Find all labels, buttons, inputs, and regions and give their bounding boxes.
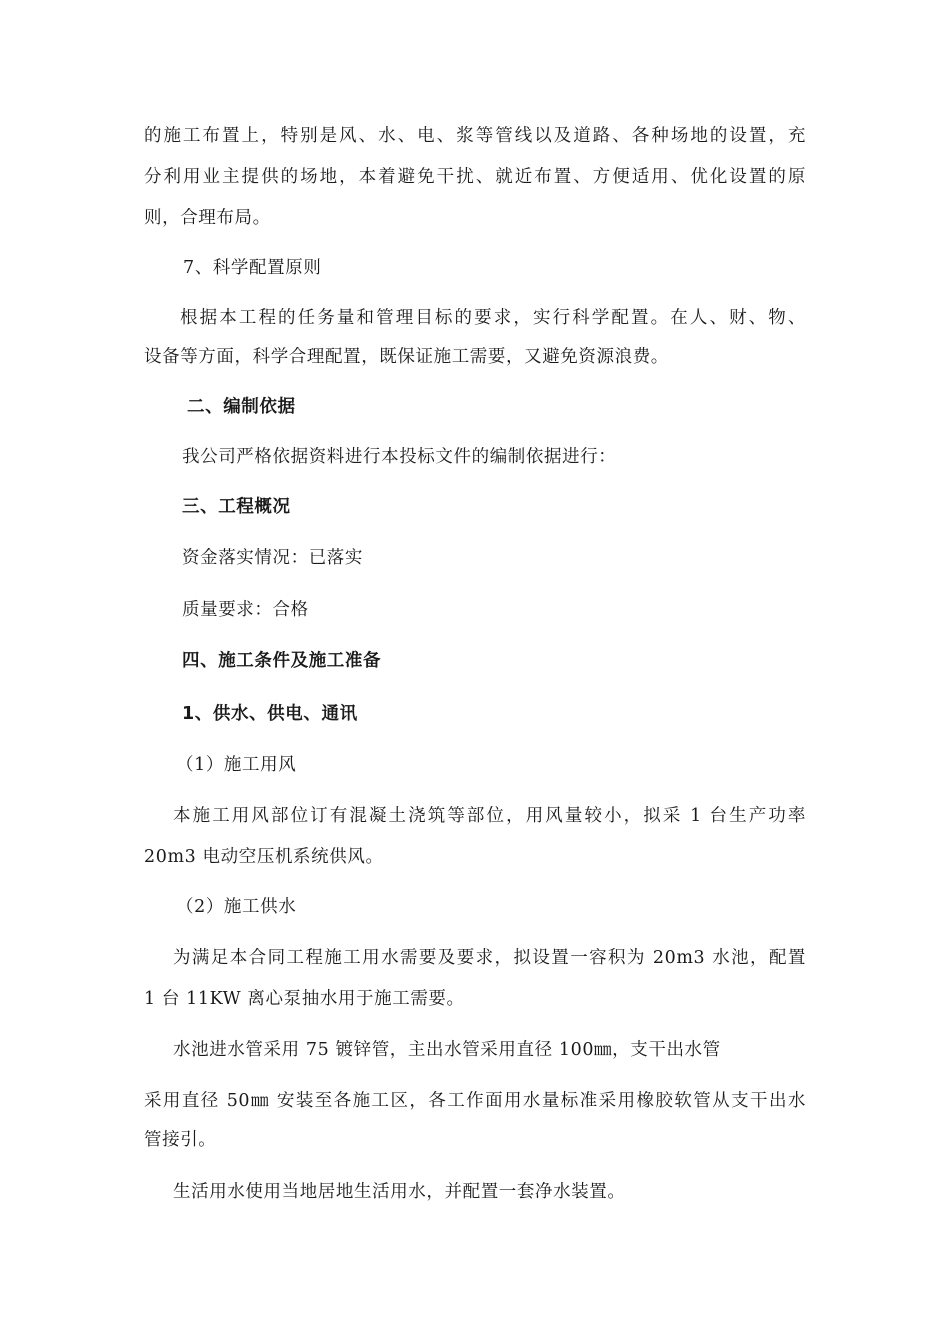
section-heading: 四、施工条件及施工准备 xyxy=(182,651,382,671)
paragraph-line: 水池进水管采用 75 镀锌管，主出水管采用直径 100㎜，支干出水管 xyxy=(173,1040,721,1060)
subsection-heading: （2）施工供水 xyxy=(176,897,297,917)
paragraph-line: 本施工用风部位订有混凝土浇筑等部位，用风量较小，拟采 1 台生产功率 xyxy=(173,806,806,826)
paragraph-line: 分利用业主提供的场地，本着避免干扰、就近布置、方便适用、优化设置的原 xyxy=(144,167,806,187)
section-heading: 三、工程概况 xyxy=(182,497,291,517)
paragraph-line: 我公司严格依据资料进行本投标文件的编制依据进行： xyxy=(182,447,617,467)
paragraph-line: 采用直径 50㎜ 安装至各施工区，各工作面用水量标准采用橡胶软管从支干出水 xyxy=(144,1091,806,1111)
subsection-heading: （1）施工用风 xyxy=(176,755,297,775)
paragraph-line: 根据本工程的任务量和管理目标的要求，实行科学配置。在人、财、物、 xyxy=(180,308,806,328)
paragraph-line: 设备等方面，科学合理配置，既保证施工需要，又避免资源浪费。 xyxy=(144,347,669,367)
section-heading: 二、编制依据 xyxy=(187,397,296,417)
paragraph-line: 1 台 11KW 离心泵抽水用于施工需要。 xyxy=(144,989,465,1009)
section-heading: 7、科学配置原则 xyxy=(183,258,322,278)
paragraph-line: 质量要求：合格 xyxy=(182,600,309,620)
paragraph-line: 的施工布置上，特别是风、水、电、浆等管线以及道路、各种场地的设置，充 xyxy=(144,126,806,146)
section-heading: 1、供水、供电、通讯 xyxy=(182,704,358,724)
paragraph-line: 则，合理布局。 xyxy=(144,208,271,228)
paragraph-line: 20m3 电动空压机系统供风。 xyxy=(144,847,384,867)
paragraph-line: 资金落实情况：已落实 xyxy=(182,548,363,568)
paragraph-line: 为满足本合同工程施工用水需要及要求，拟设置一容积为 20m3 水池，配置 xyxy=(173,948,806,968)
paragraph-line: 管接引。 xyxy=(144,1130,217,1150)
paragraph-line: 生活用水使用当地居地生活用水，并配置一套净水装置。 xyxy=(173,1182,626,1202)
